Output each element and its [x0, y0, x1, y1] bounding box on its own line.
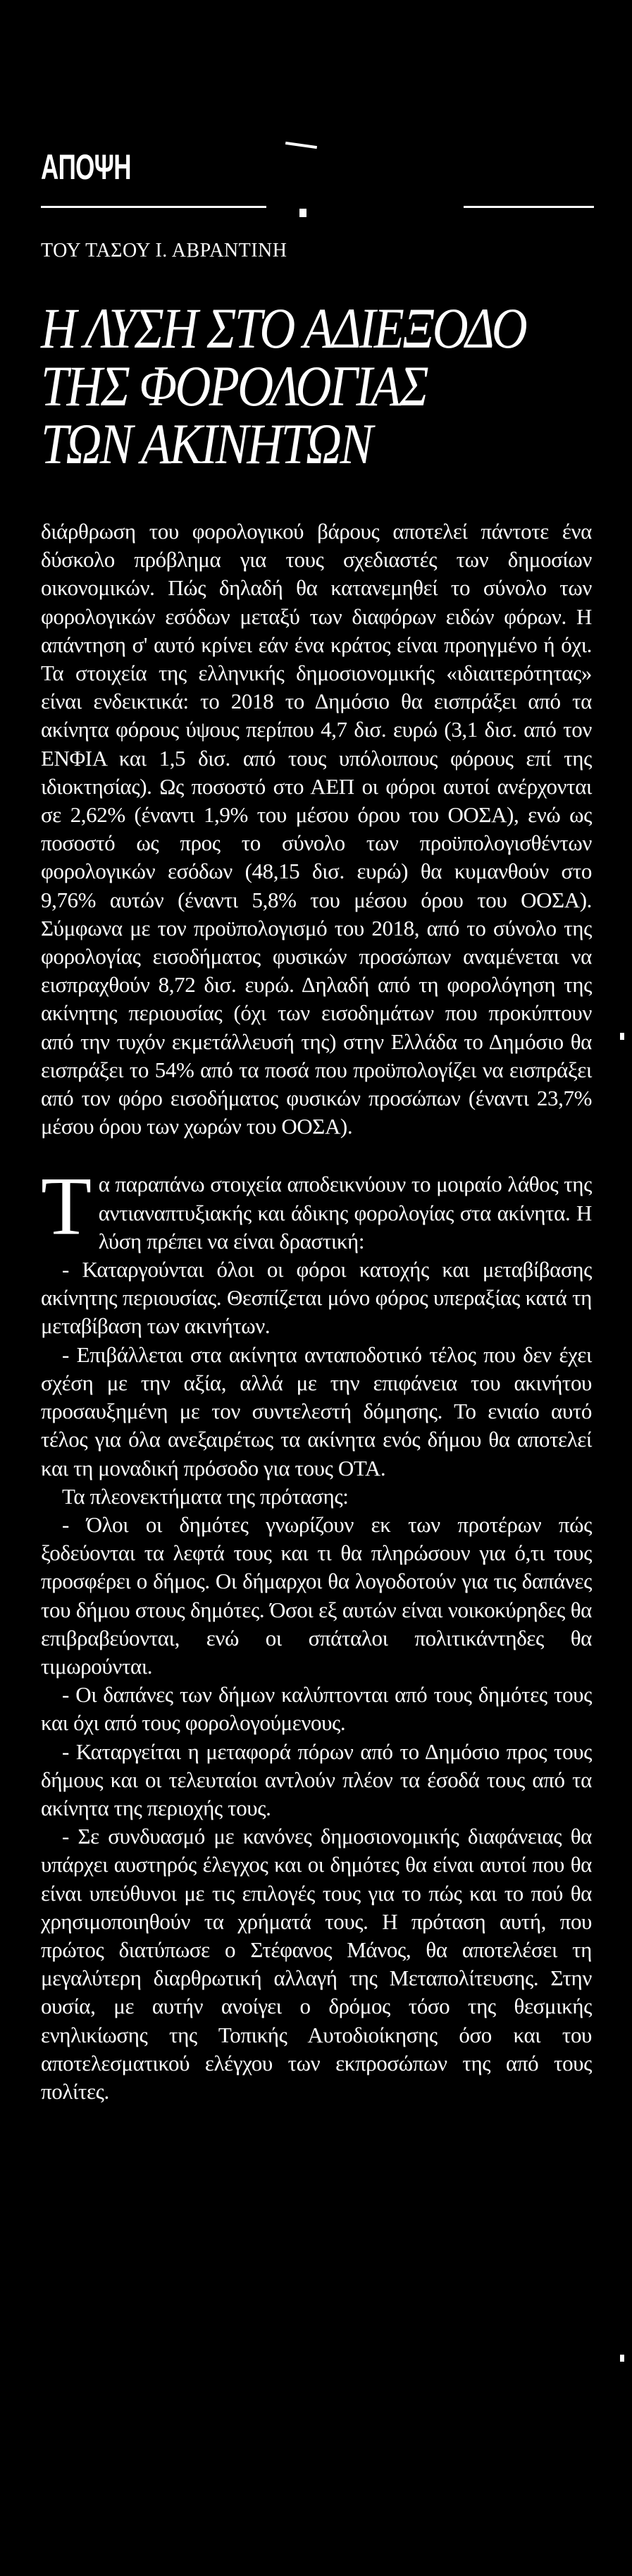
body-paragraph: - Καταργείται η μεταφορά πόρων από το Δημόσιο προς τους δήμους και οι τελευταίοι αντλούν πλέον τα έσοδά τους από τα ακίνητα της περιοχής τους. — [41, 1738, 592, 1820]
article-headline — [41, 296, 526, 476]
body-paragraph: - Καταργούνται όλοι οι φόροι κατοχής και μεταβίβασης ακίνητης περιουσίας. Θεσπίζεται μόνο φόρος υπεραξίας κατά τη μεταβίβαση των ακινήτων. — [41, 1257, 592, 1339]
author-byline: ΤΟΥ ΤΑΣΟΥ Ι. ΑΒΡΑΝΤΙΝΗ — [41, 240, 287, 262]
edge-mark — [620, 1033, 624, 1040]
body-paragraph: - Επιβάλλεται στα ακίνητα ανταποδοτικό τέλος που δεν έχει σχέση με την αξία, αλλά με την επιφάνεια του ακινήτου προσαυξημένη με τον συντελεστή δόμησης. Το ενιαίο αυτό τέλος για όλα ανεξαιρέτως τα ακίνητα ενός δήμου θα αποτελεί και τη μοναδική πρόσοδο για τους ΟΤΑ. — [41, 1342, 592, 1480]
body-paragraph-text: α παραπάνω στοιχεία αποδεικνύουν το μοιραίο λάθος της αντιαναπτυξιακής και άδικης φορολογίας στα ακίνητα. Η λύση πρέπει να είναι δραστική: — [98, 1172, 592, 1253]
section-header — [41, 147, 597, 245]
section-label: ΑΠΟΨΗ — [41, 147, 131, 187]
decorative-dot — [299, 209, 306, 217]
body-paragraph: Τα πλεονεκτήματα της πρότασης: — [62, 1483, 349, 1509]
body-paragraph: - Οι δαπάνες των δήμων καλύπτονται από τους δημότες τους και όχι από τους φορολογούμενους. — [41, 1682, 592, 1736]
edge-mark — [620, 2355, 624, 2362]
headline-line: Η ΛΥΣΗ ΣΤΟ ΑΔΙΕΞΟΔΟ — [41, 296, 526, 360]
header-rule-right — [464, 206, 594, 208]
headline-line: ΤΗΣ ΦΟΡΟΛΟΓΙΑΣ — [41, 354, 428, 418]
header-rule-left — [41, 206, 266, 208]
paragraph-gap — [41, 1141, 592, 1170]
headline-line: ΤΩΝ ΑΚΙΝΗΤΩΝ — [41, 412, 371, 476]
body-paragraph-dropcap — [41, 1160, 592, 1256]
body-paragraph: - Όλοι οι δημότες γνωρίζουν εκ των προτέρων πώς ξοδεύονται τα λεφτά τους και τι θα πληρώσουν για ό,τι τους προσφέρει ο δήμος. Οι δήμαρχοι θα λογοδοτούν για τις δαπάνες του δήμου στους δημότες. Όσοι εξ αυτών είναι νοικοκύρηδες θα επιβραβεύονται, ενώ οι σπάταλοι πολιτικάντηδες θα τιμωρούνται. — [41, 1511, 592, 1679]
drop-cap: Τ — [41, 1160, 92, 1253]
article-body — [41, 517, 592, 2106]
body-paragraph: - Σε συνδυασμό με κανόνες δημοσιονομικής διαφάνειας θα υπάρχει αυστηρός έλεγχος και οι δημότες θα είναι αυτοί που θα είναι υπεύθυνοι με τις επιλογές τους για το πώς και το πού θα χρησιμοποιηθούν τα χρήματά τους. Η πρόταση αυτή, που πρώτος διατύπωσε ο Στέφανος Μάνος, θα αποτελέσει τη μεγαλύτερη διαρθρωτική αλλαγή της Μεταπολίτευσης. Στην ουσία, με αυτήν ανοίγει ο δρόμος τόσο της θεσμικής ενηλικίωσης της Τοπικής Αυτοδιοίκησης όσο και του αποτελεσματικού ελέγχου των εκπροσώπων της από τους πολίτες. — [41, 1824, 592, 2104]
body-paragraph: διάρθρωση του φορολογικού βάρους αποτελεί πάντοτε ένα δύσκολο πρόβλημα για τους σχεδιαστές των δημοσίων οικονομικών. Πώς δηλαδή θα κατανεμηθεί το σύνολο των φορολογικών εσόδων μεταξύ των διαφόρων ειδών φόρων. Η απάντηση σ' αυτό κρίνει εάν ένα κράτος είναι προηγμένο ή όχι. Τα στοιχεία της ελληνικής δημοσιονομικής «ιδιαιτερότητας» είναι ενδεικτικά: το 2018 το Δημόσιο θα εισπράξει από τα ακίνητα φόρους ύψους περίπου 4,7 δισ. ευρώ (3,1 δισ. από τον ΕΝΦΙΑ και 1,5 δισ. από τους υπόλοιπους φόρους επί της ιδιοκτησίας). Ως ποσοστό στο ΑΕΠ οι φόροι αυτοί ανέρχονται σε 2,62% (έναντι 1,9% του μέσου όρου του ΟΟΣΑ), ενώ ως ποσοστό ως προς το σύνολο των προϋπολογισθέντων φορολογικών εσόδων (48,15 δισ. ευρώ) θα κυμανθούν στο 9,76% αυτών (έναντι 5,8% του μέσου όρου του ΟΟΣΑ). Σύμφωνα με τον προϋπολογισμό του 2018, από το σύνολο της φορολογίας εισοδήματος φυσικών προσώπων αναμένεται να εισπραχθούν 8,72 δισ. ευρώ. Δηλαδή από τη φορολόγηση της ακίνητης περιουσίας (όχι των εισοδημάτων που προκύπτουν από την τυχόν εκμετάλλευσή της) στην Ελλάδα το Δημόσιο θα εισπράξει το 54% από τα ποσά που προϋπολογίζει να εισπράξει από τον φόρο εισοδήματος φυσικών προσώπων (έναντι 23,7% μέσου όρου των χωρών του ΟΟΣΑ). — [41, 519, 592, 1139]
